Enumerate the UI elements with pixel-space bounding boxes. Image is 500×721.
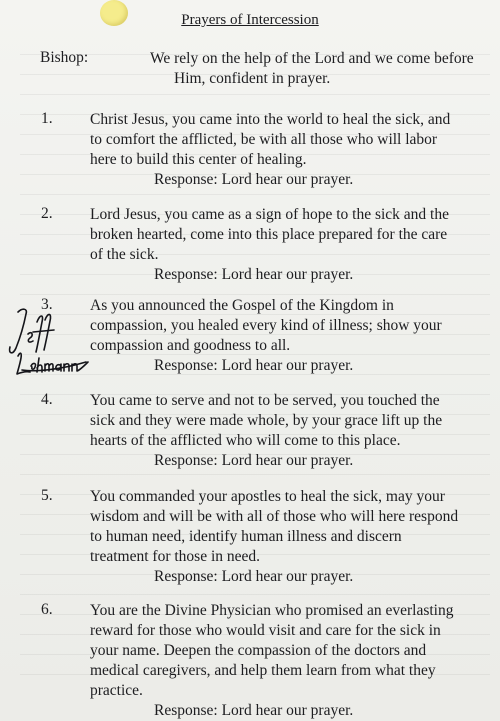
- prayer-line: reward for those who would visit and care for the sick in: [90, 622, 441, 639]
- prayer-paragraph: [90, 110, 490, 190]
- prayer-line: practice.: [90, 682, 143, 699]
- prayer-line: of the sick.: [90, 246, 159, 263]
- prayer-number: 2.: [41, 205, 53, 222]
- handwritten-signature: [4, 300, 94, 385]
- prayer-paragraph: [90, 205, 490, 285]
- prayer-paragraph: [90, 487, 490, 587]
- prayer-number: 6.: [41, 601, 53, 618]
- prayer-line: hearts of the afflicted who will come to this place.: [90, 432, 401, 449]
- prayer-line: treatment for those in need.: [90, 548, 261, 565]
- prayer-number: 3.: [41, 296, 53, 313]
- prayer-number: 4.: [41, 391, 53, 408]
- prayer-paragraph: [90, 391, 490, 471]
- prayer-paragraph: [90, 601, 490, 721]
- prayer-line: to human need, identify human illness and discern: [90, 528, 402, 545]
- prayer-line: As you announced the Gospel of the Kingdom in: [90, 297, 394, 314]
- prayer-line: You are the Divine Physician who promised an everlasting: [90, 602, 454, 619]
- prayer-number: 5.: [41, 487, 53, 504]
- page-title: Prayers of Intercession: [181, 12, 319, 28]
- response-line: Response: Lord hear our prayer.: [154, 266, 354, 283]
- bishop-invocation: [150, 49, 490, 89]
- prayer-paragraph: [90, 296, 490, 376]
- prayer-line: here to build this center of healing.: [90, 151, 307, 168]
- prayer-line: to comfort the afflicted, be with all those who will labor: [90, 131, 438, 148]
- bishop-line: Him, confident in prayer.: [174, 70, 331, 87]
- prayer-line: You commanded your apostles to heal the sick, may your: [90, 488, 445, 505]
- prayer-line: broken hearted, come into this place prepared for the care: [90, 226, 448, 243]
- prayer-line: compassion, you healed every kind of illness; show your: [90, 317, 442, 334]
- bishop-label: Bishop:: [40, 49, 89, 66]
- prayer-line: sick and they were made whole, by your grace lift up the: [90, 412, 443, 429]
- response-line: Response: Lord hear our prayer.: [154, 171, 354, 188]
- prayer-line: your name. Deepen the compassion of the doctors and: [90, 642, 427, 659]
- response-line: Response: Lord hear our prayer.: [154, 452, 354, 469]
- prayer-line: medical caregivers, and help them learn from what they: [90, 662, 436, 679]
- response-line: Response: Lord hear our prayer.: [154, 702, 354, 719]
- response-line: Response: Lord hear our prayer.: [154, 568, 354, 585]
- prayer-line: compassion and goodness to all.: [90, 337, 291, 354]
- prayer-line: Lord Jesus, you came as a sign of hope to the sick and the: [90, 206, 449, 223]
- response-line: Response: Lord hear our prayer.: [154, 357, 354, 374]
- prayer-line: wisdom and will be with all of those who will here respond: [90, 508, 459, 525]
- bishop-line: We rely on the help of the Lord and we come before: [150, 50, 474, 67]
- prayer-line: Christ Jesus, you came into the world to heal the sick, and: [90, 111, 451, 128]
- prayer-number: 1.: [41, 110, 53, 127]
- prayer-line: You came to serve and not to be served, you touched the: [90, 392, 440, 409]
